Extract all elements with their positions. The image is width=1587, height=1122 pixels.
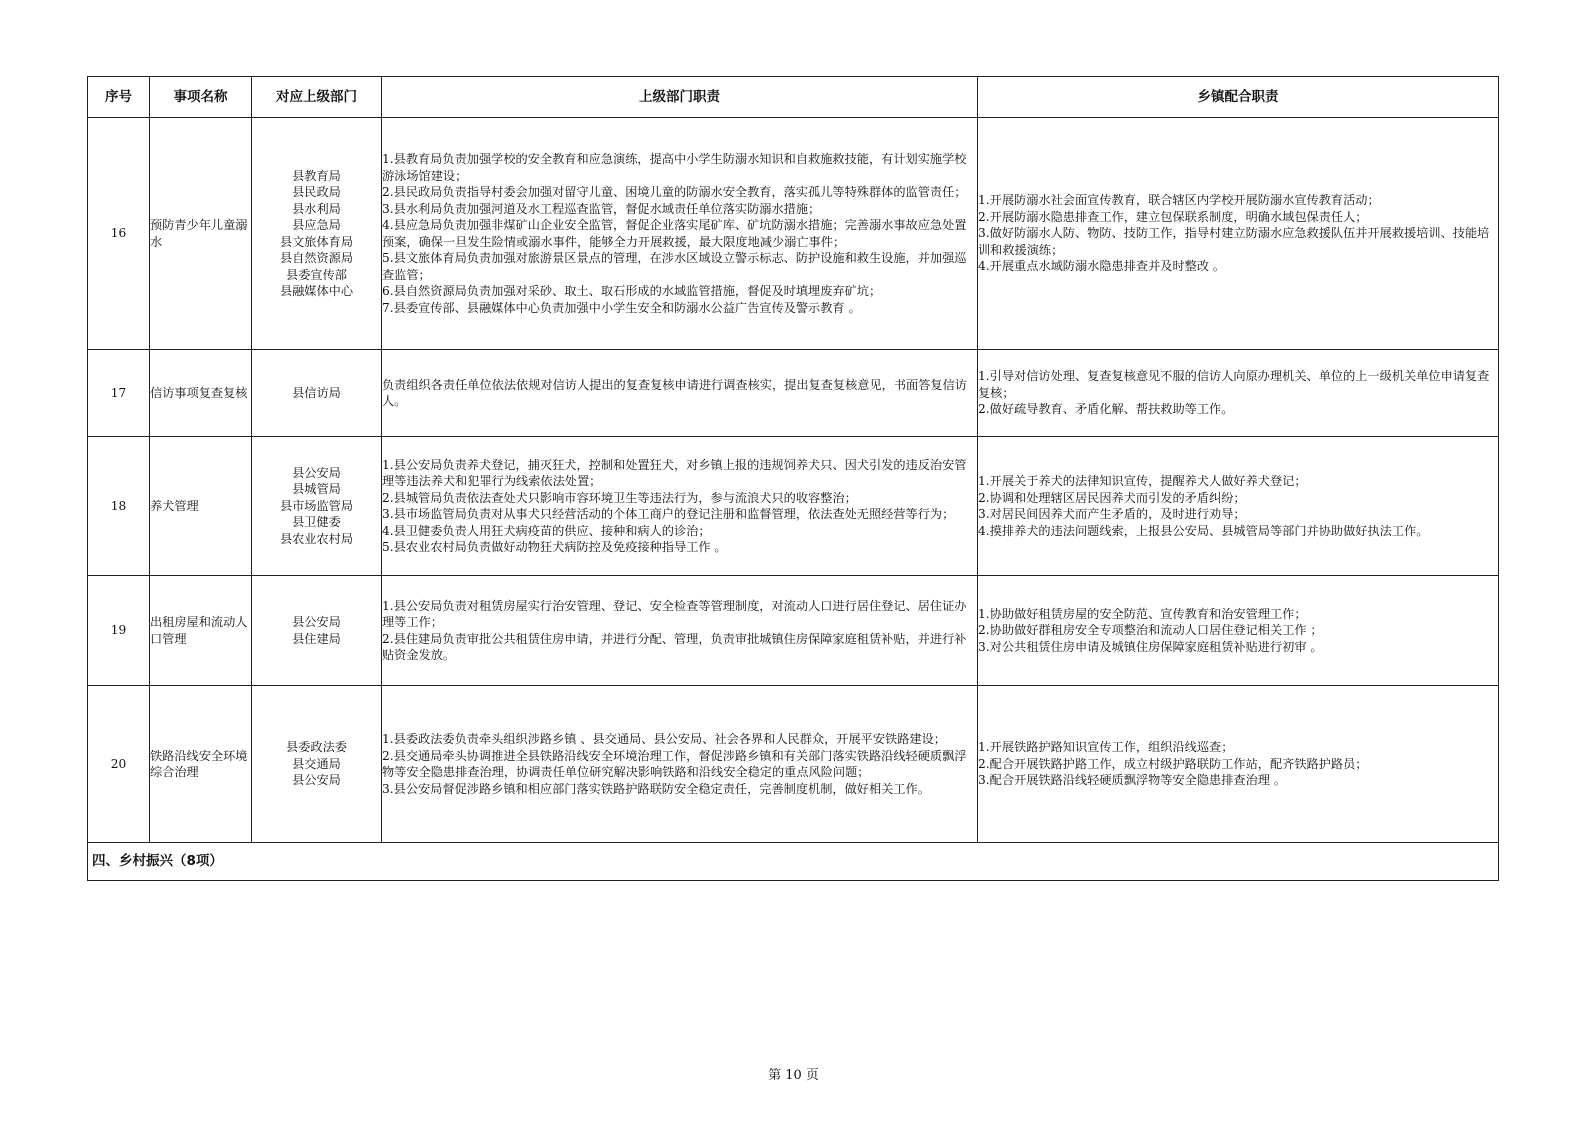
row-duty <box>382 576 978 686</box>
coop-item: 3.对公共租赁住房申请及城镇住房保障家庭租赁补贴进行初审 。 <box>978 639 1323 654</box>
coop-item: 1.协助做好租赁房屋的安全防范、宣传教育和治安管理工作； <box>978 606 1307 621</box>
duty-item: 1.县教育局负责加强学校的安全教育和应急演练，提高中小学生防溺水知识和自救施救技能，有计划实施学校游泳场馆建设； <box>382 152 967 183</box>
coop-item: 2.协调和处理辖区居民因养犬而引发的矛盾纠纷； <box>978 490 1246 505</box>
dept-item: 县融媒体中心 <box>279 284 354 298</box>
coop-item: 3.做好防溺水人防、物防、技防工作，指导村建立防溺水应急救援队伍并开展救援培训、技能培训和救援演练； <box>978 226 1490 257</box>
table-header-row <box>88 77 1499 118</box>
dept-item: 县委政法委 <box>286 740 347 755</box>
coop-item: 3.对居民间因养犬而产生矛盾的，及时进行劝导； <box>978 507 1246 521</box>
row-no: 20 <box>88 686 150 843</box>
dept-item: 县住建局 <box>292 631 341 646</box>
page-number: 第 10 页 <box>768 1068 819 1083</box>
duty-item: 1.县公安局负责对租赁房屋实行治安管理、登记、安全检查等管理制度，对流动人口进行居住登记、居住证办理等工作； <box>382 598 967 629</box>
row-name: 养犬管理 <box>150 437 252 576</box>
coop-item: 4.开展重点水域防溺水隐患排查并及时整改 。 <box>978 259 1226 274</box>
dept-item: 县城管局 <box>292 482 341 497</box>
dept-item: 县公安局 <box>292 465 341 480</box>
row-duty <box>382 350 978 437</box>
dept-item: 县委宣传部 <box>286 267 347 282</box>
row-name: 铁路沿线安全环境综合治理 <box>150 686 252 843</box>
coop-item: 1.开展防溺水社会面宣传教育，联合辖区内学校开展防溺水宣传教育活动； <box>978 193 1380 208</box>
row-dept <box>252 350 382 437</box>
duty-item: 4.县应急局负责加强非煤矿山企业安全监管，督促企业落实尾矿库、矿坑防溺水措施；完善溺水事故应急处置预案，确保一旦发生险情或溺水事件，能够全力开展救援，最大限度地减少溺亡事件； <box>382 218 967 249</box>
dept-item: 县农业农村局 <box>279 531 354 546</box>
duty-item: 5.县农业农村局负责做好动物狂犬病防控及免疫接种指导工作 。 <box>382 540 727 554</box>
coop-item: 2.协助做好群租房安全专项整治和流动人口居住登记相关工作 ； <box>978 623 1323 638</box>
row-dept <box>252 437 382 576</box>
duty-item: 7.县委宣传部、县融媒体中心负责加强中小学生安全和防溺水公益广告宣传及警示教育 。 <box>382 300 861 315</box>
dept-item: 县自然资源局 <box>279 251 354 265</box>
header-duty: 上级部门职责 <box>382 77 978 118</box>
row-dept <box>252 118 382 350</box>
dept-item: 县信访局 <box>292 385 341 400</box>
section-title: 四、乡村振兴（8项） <box>88 843 1499 881</box>
duty-item: 3.县市场监管局负责对从事犬只经营活动的个体工商户的登记注册和监督管理，依法查处无照经营等行为； <box>382 507 955 521</box>
duty-item: 2.县民政局负责指导村委会加强对留守儿童、困境儿童的防溺水安全教育，落实孤儿等特殊群体的监管责任； <box>382 185 967 199</box>
row-coop <box>978 686 1499 843</box>
table-row <box>88 437 1499 576</box>
coop-item: 2.做好疏导教育、矛盾化解、帮扶救助等工作。 <box>978 402 1234 417</box>
table-row <box>88 686 1499 843</box>
dept-item: 县公安局 <box>292 615 341 629</box>
row-dept <box>252 686 382 843</box>
row-coop <box>978 118 1499 350</box>
row-no: 17 <box>88 350 150 437</box>
row-name: 出租房屋和流动人口管理 <box>150 576 252 686</box>
duty-item: 4.县卫健委负责人用狂犬病疫苗的供应、接种和病人的诊治； <box>382 523 711 538</box>
dept-item: 县民政局 <box>292 185 341 199</box>
row-no: 18 <box>88 437 150 576</box>
header-no: 序号 <box>88 77 150 118</box>
coop-item: 2.开展防溺水隐患排查工作，建立包保联系制度，明确水域包保责任人； <box>978 209 1368 224</box>
dept-item: 县文旅体育局 <box>279 234 354 249</box>
header-coop: 乡镇配合职责 <box>978 77 1499 118</box>
coop-item: 1.引导对信访处理、复查复核意见不服的信访人向原办理机关、单位的上一级机关单位申请复查复核； <box>978 369 1490 400</box>
row-coop <box>978 576 1499 686</box>
duty-table <box>87 76 1499 881</box>
row-coop <box>978 350 1499 437</box>
row-coop <box>978 437 1499 576</box>
coop-item: 2.配合开展铁路护路工作，成立村级护路联防工作站，配齐铁路护路员； <box>978 756 1368 771</box>
duty-item: 1.县公安局负责养犬登记，捕灭狂犬，控制和处置狂犬，对乡镇上报的违规饲养犬只、因犬引发的违反治安管理等违法养犬和犯罪行为线索依法处置； <box>382 457 967 488</box>
header-dept: 对应上级部门 <box>252 77 382 118</box>
row-duty <box>382 118 978 350</box>
dept-item: 县市场监管局 <box>279 498 354 513</box>
section-row <box>88 843 1499 881</box>
dept-item: 县教育局 <box>292 168 341 183</box>
duty-item: 3.县公安局督促涉路乡镇和相应部门落实铁路护路联防安全稳定责任，完善制度机制，做好相关工作。 <box>382 781 930 796</box>
dept-item: 县公安局 <box>292 773 341 788</box>
duty-item: 6.县自然资源局负责加强对采砂、取土、取石形成的水域监管措施，督促及时填埋废弃矿坑； <box>382 284 882 298</box>
row-duty <box>382 437 978 576</box>
duty-item: 2.县住建局负责审批公共租赁住房申请，并进行分配、管理，负责审批城镇住房保障家庭租赁补贴，并进行补贴资金发放。 <box>382 631 967 662</box>
header-name: 事项名称 <box>150 77 252 118</box>
dept-item: 县卫健委 <box>292 515 341 530</box>
table-row <box>88 576 1499 686</box>
row-name: 预防青少年儿童溺水 <box>150 118 252 350</box>
table-row <box>88 350 1499 437</box>
coop-item: 4.摸排养犬的违法问题线索，上报县公安局、县城管局等部门并协助做好执法工作。 <box>978 523 1429 538</box>
duty-item: 3.县水利局负责加强河道及水工程巡查监管，督促水域责任单位落实防溺水措施； <box>382 201 821 216</box>
row-name: 信访事项复查复核 <box>150 350 252 437</box>
duty-item: 1.县委政法委负责牵头组织涉路乡镇 、县交通局、县公安局、社会各界和人民群众，开展平安铁路建设； <box>382 732 946 746</box>
dept-item: 县应急局 <box>292 218 341 232</box>
row-duty <box>382 686 978 843</box>
duty-item: 2.县城管局负责依法查处犬只影响市容环境卫生等违法行为，参与流浪犬只的收容整治； <box>382 490 857 505</box>
coop-item: 1.开展铁路护路知识宣传工作，组织沿线巡查； <box>978 740 1234 755</box>
duty-item: 5.县文旅体育局负责加强对旅游景区景点的管理，在涉水区域设立警示标志、防护设施和救生设施，并加强巡查监管； <box>382 251 967 282</box>
duty-item: 2.县交通局牵头协调推进全县铁路沿线安全环境治理工作，督促涉路乡镇和有关部门落实铁路沿线轻硬质飘浮物等安全隐患排查治理，协调责任单位研究解决影响铁路和沿线安全稳定的重点风险问题； <box>382 748 967 779</box>
dept-item: 县交通局 <box>292 756 341 771</box>
duty-item: 负责组织各责任单位依法依规对信访人提出的复查复核申请进行调查核实，提出复查复核意见，书面答复信访人。 <box>382 377 967 408</box>
row-dept <box>252 576 382 686</box>
row-no: 19 <box>88 576 150 686</box>
row-no: 16 <box>88 118 150 350</box>
coop-item: 3.配合开展铁路沿线轻硬质飘浮物等安全隐患排查治理 。 <box>978 773 1287 788</box>
dept-item: 县水利局 <box>292 201 341 216</box>
table-row <box>88 118 1499 350</box>
coop-item: 1.开展关于养犬的法律知识宣传，提醒养犬人做好养犬登记； <box>978 474 1307 488</box>
